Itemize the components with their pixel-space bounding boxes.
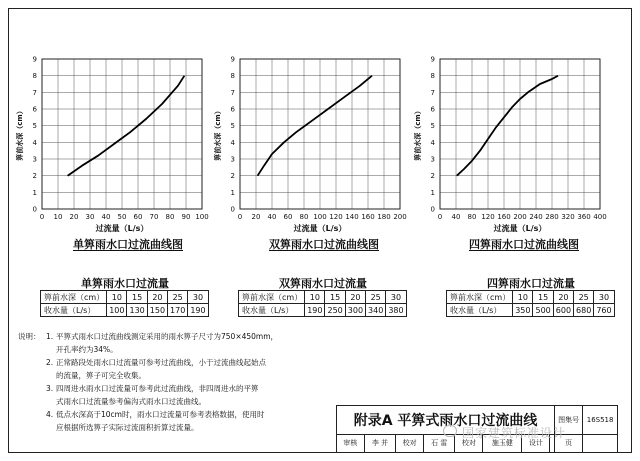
table-cell: 380 — [386, 304, 406, 317]
table-cell: 25 — [574, 291, 594, 304]
y-tick-label: 4 — [230, 138, 235, 147]
x-axis-label: 过流量（L/s） — [95, 224, 149, 233]
x-tick-label: 40 — [451, 213, 461, 221]
proof-name: 施玉健 — [483, 434, 522, 452]
note-text: 正常路段处雨水口过流量可参考过流曲线，小于过流曲线起始点 — [56, 358, 266, 367]
table-row — [41, 291, 209, 304]
table-cell: 15 — [325, 291, 345, 304]
table-cell: 130 — [127, 304, 147, 317]
y-tick-label: 9 — [230, 55, 235, 64]
y-tick-label: 1 — [32, 188, 37, 197]
y-axis-label: 箅前水深（cm） — [414, 107, 422, 161]
x-axis-label: 过流量（L/s） — [293, 224, 347, 233]
review-label: 审核 — [337, 434, 365, 452]
table-cell: 25 — [366, 291, 386, 304]
x-tick-label: 0 — [39, 213, 45, 221]
table-header-depth: 箅前水深（cm） — [41, 291, 107, 304]
chart-caption-single: 单箅雨水口过流曲线图 — [73, 238, 183, 251]
y-tick-label: 9 — [32, 55, 37, 64]
table-row — [41, 304, 209, 317]
x-tick-label: 120 — [481, 213, 495, 221]
check-label: 校对 — [396, 434, 424, 452]
table-cell: 500 — [533, 304, 553, 317]
table-cell: 10 — [305, 291, 325, 304]
table-row — [447, 291, 615, 304]
x-tick-label: 160 — [497, 213, 511, 221]
x-tick-label: 100 — [313, 213, 327, 221]
x-tick-label: 70 — [149, 213, 159, 221]
y-tick-label: 3 — [230, 155, 235, 164]
x-tick-label: 100 — [195, 213, 209, 221]
table-row — [239, 291, 407, 304]
x-tick-label: 30 — [85, 213, 95, 221]
flow-table-quad — [446, 290, 615, 317]
table-cell: 170 — [168, 304, 188, 317]
y-axis-label: 箅前水深（cm） — [214, 107, 222, 161]
flow-table-single — [40, 290, 209, 317]
y-tick-label: 1 — [230, 188, 235, 197]
x-tick-label: 40 — [101, 213, 111, 221]
table-title-quad: 四箅雨水口过流量 — [487, 277, 575, 290]
table-cell: 20 — [147, 291, 167, 304]
table-header-flow: 收水量（L/s） — [239, 304, 305, 317]
table-cell: 190 — [188, 304, 208, 317]
y-tick-label: 2 — [430, 172, 435, 181]
note-text: 开孔率约为34%。 — [56, 345, 118, 354]
table-cell: 30 — [594, 291, 614, 304]
table-cell: 20 — [553, 291, 573, 304]
table-cell: 10 — [107, 291, 127, 304]
y-tick-label: 3 — [430, 155, 435, 164]
table-cell: 25 — [168, 291, 188, 304]
table-cell: 30 — [386, 291, 406, 304]
y-axis-label: 箅前水深（cm） — [16, 107, 24, 161]
x-tick-label: 0 — [437, 213, 443, 221]
x-tick-label: 200 — [513, 213, 527, 221]
y-tick-label: 7 — [430, 88, 435, 97]
notes-block — [18, 330, 338, 434]
note-item — [18, 408, 338, 434]
table-cell: 15 — [127, 291, 147, 304]
note-text: 低点水深高于10cm时，雨水口过流量可参考表格数据，使用时 — [56, 410, 265, 419]
y-tick-label: 6 — [430, 105, 435, 114]
table-cell: 680 — [574, 304, 594, 317]
table-cell: 600 — [553, 304, 573, 317]
table-header-flow: 收水量（L/s） — [447, 304, 513, 317]
page-label: 页 — [555, 434, 583, 452]
table-cell: 30 — [188, 291, 208, 304]
y-tick-label: 8 — [230, 72, 235, 81]
table-cell: 340 — [366, 304, 386, 317]
x-tick-label: 360 — [577, 213, 591, 221]
x-tick-label: 90 — [181, 213, 191, 221]
y-tick-label: 1 — [430, 188, 435, 197]
watermark-text: 国家建筑标准设计 — [462, 426, 567, 440]
y-tick-label: 5 — [230, 122, 235, 131]
table-row — [239, 304, 407, 317]
y-tick-label: 0 — [32, 205, 37, 214]
note-item — [18, 356, 338, 382]
x-tick-label: 10 — [53, 213, 63, 221]
y-tick-label: 9 — [430, 55, 435, 64]
y-tick-label: 0 — [430, 205, 435, 214]
x-tick-label: 180 — [377, 213, 391, 221]
table-cell: 190 — [305, 304, 325, 317]
y-tick-label: 5 — [32, 122, 37, 131]
y-tick-label: 2 — [230, 172, 235, 181]
chart-caption-double: 双箅雨水口过流曲线图 — [269, 238, 379, 251]
table-cell: 100 — [107, 304, 127, 317]
table-cell: 300 — [345, 304, 365, 317]
y-tick-label: 3 — [32, 155, 37, 164]
watermark-logo-icon — [443, 425, 457, 437]
table-header-depth: 箅前水深（cm） — [239, 291, 305, 304]
flow-table-double — [238, 290, 407, 317]
x-tick-label: 50 — [117, 213, 127, 221]
table-cell: 20 — [345, 291, 365, 304]
x-tick-label: 60 — [283, 213, 293, 221]
note-text: 四周进水雨水口过流量可参考此过流曲线，非四周进水的平箅 — [56, 384, 259, 393]
x-tick-label: 320 — [561, 213, 575, 221]
y-tick-label: 8 — [32, 72, 37, 81]
atlas-number: 16S518 — [583, 406, 618, 435]
y-tick-label: 6 — [32, 105, 37, 114]
y-tick-label: 7 — [32, 88, 37, 97]
check-name: 石 雷 — [424, 434, 455, 452]
x-tick-label: 280 — [545, 213, 559, 221]
y-tick-label: 0 — [230, 205, 235, 214]
table-cell: 10 — [513, 291, 533, 304]
x-tick-label: 80 — [299, 213, 309, 221]
table-cell: 350 — [513, 304, 533, 317]
x-tick-label: 60 — [133, 213, 143, 221]
table-cell: 150 — [147, 304, 167, 317]
y-tick-label: 4 — [430, 138, 435, 147]
x-tick-label: 400 — [593, 213, 607, 221]
x-tick-label: 80 — [467, 213, 477, 221]
notes-label: 说明： — [18, 332, 41, 341]
table-title-double: 双箅雨水口过流量 — [279, 277, 367, 290]
x-tick-label: 160 — [361, 213, 375, 221]
chart-caption-quad: 四箅雨水口过流曲线图 — [469, 238, 579, 251]
note-text: 应根据所选箅子实际过流面积折算过流量。 — [56, 423, 199, 432]
review-name: 李 并 — [364, 434, 395, 452]
y-tick-label: 2 — [32, 172, 37, 181]
x-tick-label: 0 — [237, 213, 243, 221]
atlas-label: 图集号 — [555, 406, 583, 435]
x-tick-label: 120 — [329, 213, 343, 221]
table-title-single: 单箅雨水口过流量 — [81, 277, 169, 290]
drawing-title: 附录A 平箅式雨水口过流曲线 — [337, 406, 555, 435]
design-label: 设计 — [522, 434, 550, 452]
y-tick-label: 4 — [32, 138, 37, 147]
y-tick-label: 5 — [430, 122, 435, 131]
note-text: 的流量，箅子可完全收集。 — [56, 371, 146, 380]
y-tick-label: 7 — [230, 88, 235, 97]
note-item — [18, 330, 338, 356]
note-number: 3. — [46, 384, 54, 393]
table-cell: 250 — [325, 304, 345, 317]
proof-label: 校对 — [455, 434, 483, 452]
table-cell: 15 — [533, 291, 553, 304]
note-text: 式雨水口过流量参考偏沟式雨水口过流曲线。 — [56, 397, 206, 406]
table-cell: 760 — [594, 304, 614, 317]
x-tick-label: 40 — [267, 213, 277, 221]
x-axis-label: 过流量（L/s） — [493, 224, 547, 233]
note-number: 1. — [46, 332, 54, 341]
note-item — [18, 382, 338, 408]
table-header-depth: 箅前水深（cm） — [447, 291, 513, 304]
table-row — [447, 304, 615, 317]
note-number: 2. — [46, 358, 54, 367]
page-number — [583, 434, 618, 452]
x-tick-label: 80 — [165, 213, 175, 221]
x-tick-label: 20 — [69, 213, 79, 221]
y-tick-label: 8 — [430, 72, 435, 81]
x-tick-label: 200 — [393, 213, 407, 221]
y-tick-label: 6 — [230, 105, 235, 114]
note-text: 平箅式雨水口过流曲线测定采用的雨水箅子尺寸为750×450mm， — [56, 332, 279, 341]
x-tick-label: 240 — [529, 213, 543, 221]
table-header-flow: 收水量（L/s） — [41, 304, 107, 317]
x-tick-label: 20 — [251, 213, 261, 221]
note-number: 4. — [46, 410, 54, 419]
x-tick-label: 140 — [345, 213, 359, 221]
